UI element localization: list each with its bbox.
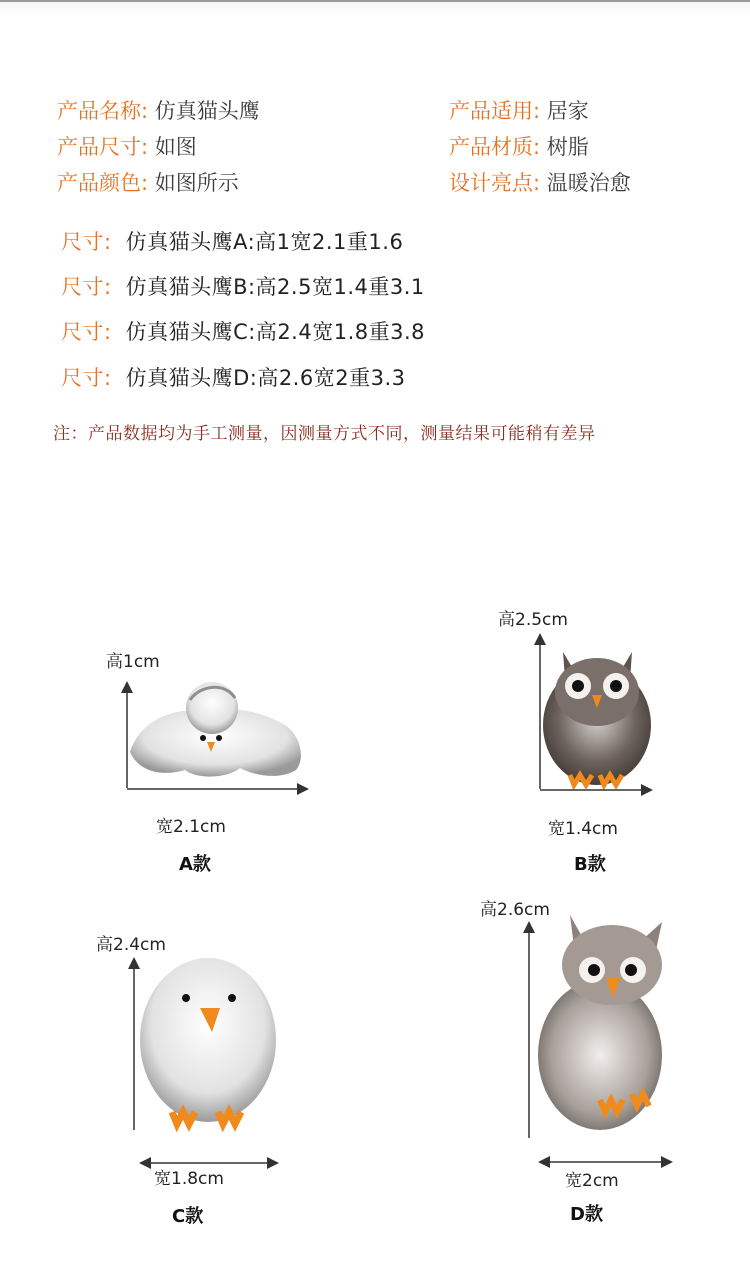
measurement-note: 注：产品数据均为手工测量，因测量方式不同，测量结果可能稍有差异	[53, 424, 596, 444]
spec-name-key: 产品名称:	[57, 99, 149, 123]
owl-d-caption: D款	[570, 1204, 603, 1225]
size-key: 尺寸:	[61, 320, 112, 344]
owl-b-height-label: 高2.5cm	[498, 610, 568, 630]
owl-b-image	[543, 652, 651, 785]
spec-size-value: 如图	[154, 135, 197, 159]
spec-use-value: 居家	[546, 99, 589, 123]
owl-a-width-label: 宽2.1cm	[156, 817, 226, 837]
owl-d-image	[538, 915, 662, 1130]
owl-b-width-label: 宽1.4cm	[548, 819, 618, 839]
owl-c-image	[140, 958, 276, 1124]
spec-material-value: 树脂	[546, 135, 589, 159]
owl-c-width-label: 宽1.8cm	[154, 1169, 224, 1189]
owl-c-caption: C款	[172, 1206, 204, 1227]
owl-a-image	[130, 682, 301, 777]
spec-color-value: 如图所示	[154, 171, 239, 195]
size-key: 尺寸:	[61, 230, 112, 254]
owl-a-height-label: 高1cm	[106, 652, 160, 672]
size-key: 尺寸:	[61, 275, 112, 299]
spec-name-value: 仿真猫头鹰	[154, 99, 260, 123]
owl-d-width-label: 宽2cm	[565, 1171, 619, 1191]
spec-use-key: 产品适用:	[449, 99, 541, 123]
size-value: 仿真猫头鹰C:高2.4宽1.8重3.8	[125, 320, 426, 344]
owl-a-caption: A款	[179, 854, 211, 875]
spec-material-key: 产品材质:	[449, 135, 541, 159]
size-value: 仿真猫头鹰B:高2.5宽1.4重3.1	[125, 275, 425, 299]
spec-color-key: 产品颜色:	[57, 171, 149, 195]
spec-feature-key: 设计亮点:	[449, 171, 541, 195]
spec-feature-value: 温暖治愈	[546, 171, 631, 195]
size-value: 仿真猫头鹰D:高2.6宽2重3.3	[125, 366, 406, 390]
owl-c-height-label: 高2.4cm	[96, 935, 166, 955]
size-key: 尺寸:	[61, 366, 112, 390]
size-value: 仿真猫头鹰A:高1宽2.1重1.6	[125, 230, 404, 254]
spec-size-key: 产品尺寸:	[57, 135, 149, 159]
owl-b-caption: B款	[574, 854, 606, 875]
owl-d-height-label: 高2.6cm	[480, 900, 550, 920]
